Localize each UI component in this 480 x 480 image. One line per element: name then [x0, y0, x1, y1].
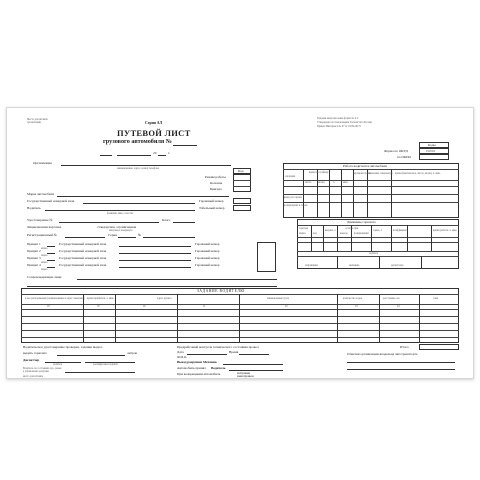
driver-health-label: Водитель по состоянию здо- ровья к управлению допущен	[23, 367, 62, 373]
car-brand-label: Марка автомобиля	[27, 192, 54, 196]
driver-label: Водитель	[27, 206, 41, 210]
remainder-header: остаток при	[345, 227, 359, 230]
operation-header: операция	[285, 175, 296, 178]
form-note-3: Приказ Минтранса № 67 от 18.09.2017г.	[317, 125, 362, 128]
return-row-label: возвращение в гараж	[284, 204, 308, 207]
task-col-number: 18	[47, 305, 50, 308]
total-label: Итого	[400, 345, 409, 349]
form-note-2: Утверждена постановлением Госкомстата России	[317, 121, 372, 124]
time-label: Время	[229, 350, 239, 354]
issued-header: выдано, л	[325, 229, 336, 232]
class-label: Класс	[162, 218, 171, 222]
work-table-title: Работа водителя и автомобиля	[343, 164, 387, 168]
date-label: Дата	[177, 350, 184, 354]
trailer-label: Прицеп 2	[27, 249, 41, 253]
zero-run-header: нулевой пробег	[354, 172, 372, 175]
actual-time-header: время фактическое, число, месяц, ч. мин.	[395, 172, 441, 175]
task-col-number: 24	[397, 305, 400, 308]
trailer-marka-hint: марка	[41, 253, 48, 257]
okpo-label: по ОКПО	[397, 155, 411, 159]
marks-label: Отметки организации-владельца автотранспорта	[347, 352, 418, 356]
fuel-brand-header: марка	[299, 232, 306, 235]
series-label: Серия АЛ	[145, 121, 163, 125]
dispatcher-decryption-hint: расшифровка подписи	[93, 363, 118, 366]
minutes-header: мин.	[343, 181, 349, 184]
license-card-label: Лицензионная карточка	[27, 225, 62, 229]
fuel-issue-label: выдать горючего	[23, 351, 48, 355]
cargo-header: наименование груза	[267, 297, 290, 300]
trailer-garage-label: Гаражный номер	[195, 242, 220, 246]
license-card-value: стандартная, ограниченная	[97, 225, 137, 229]
return-header: возвращении	[354, 232, 369, 235]
coefficient-header: коэффициент	[393, 229, 408, 232]
task-col-number: 22	[285, 305, 288, 308]
trailer-garage-label: Гаражный номер	[195, 263, 220, 267]
special-time-header: время работы, ч. мин.	[433, 229, 458, 232]
series-short-label: Серия	[108, 233, 117, 237]
fuel-liters-label: литров	[127, 351, 138, 355]
brigade-label: Бригада	[210, 187, 222, 191]
day-header: число	[305, 181, 312, 184]
car-accepted-label: Автомобиль принял	[177, 366, 206, 370]
waybill-sheet	[6, 107, 474, 379]
dispatcher-label: диспетчера	[391, 264, 404, 267]
speedometer-header: показание спидометра	[368, 172, 393, 175]
trailer-gos-label: Государственный номерной знак	[59, 256, 107, 260]
dispatcher-sign-label: Диспетчер	[23, 358, 40, 362]
trailer-line	[47, 267, 55, 268]
task-col-number: 23	[355, 305, 358, 308]
trips-header: количество ездок	[343, 297, 363, 300]
customer-header: в чье распоряжение (наименование и адрес заказчика)	[25, 297, 85, 300]
stamp-place-label: Место для штампа организации	[27, 118, 48, 125]
page-title: ПУТЕВОЙ ЛИСТ	[117, 128, 191, 138]
mechanic-sign-label: Механик	[203, 360, 217, 364]
hours-header: ч.	[333, 181, 335, 184]
accompanying-label: Сопровождающие лица:	[27, 275, 63, 279]
trailer-garage-label: Гаражный номер	[195, 256, 220, 260]
schedule-header: время по графику	[309, 171, 329, 174]
trailer-garage-label: Гаражный номер	[195, 249, 220, 253]
task-table-title: ЗАДАНИЕ ВОДИТЕЛЮ	[197, 289, 245, 293]
license-check-label: Водительское удостоверение проверил, задание выдал,	[23, 345, 103, 349]
pre-trip-label: Предрейсовый контроль технического состояния провел	[177, 345, 259, 349]
refueller-label: заправщика	[305, 264, 318, 267]
driver-hint: фамилия, имя, отчество	[107, 212, 134, 215]
condition2-label: неисправен	[237, 374, 254, 378]
trailer-line	[47, 246, 55, 247]
dispatcher-signature-hint: подпись	[53, 363, 63, 366]
fuel-code-header: код	[313, 232, 317, 235]
task-col-number: 19	[97, 305, 100, 308]
fio-label: Ф.И.О.	[177, 355, 188, 359]
trailer-label: Прицеп 4	[27, 263, 41, 267]
mechanic-label: механика	[349, 264, 360, 267]
trailer-marka-hint: марка	[41, 260, 48, 264]
year-prefix: 20	[153, 151, 157, 155]
trailer-gos-label: Государственный номерной знак	[59, 242, 107, 246]
out-header: выезде	[340, 232, 348, 235]
trailer-gos-label: Государственный номерной знак	[59, 249, 107, 253]
trailer-gos-line	[119, 253, 191, 254]
tab-number-label: Табельный номер	[199, 206, 225, 210]
month-header: месяц	[318, 181, 325, 184]
tons-header: тонн	[433, 297, 439, 300]
work-mode-label: Режим работы	[205, 175, 226, 179]
fuel-header: горючее	[299, 227, 309, 230]
fuel-table-title: Движение горючего	[347, 220, 376, 224]
column-label: Колонна	[210, 181, 223, 185]
stamp-place-bottom: место для штампа	[23, 375, 44, 378]
trailer-label: Прицеп 3	[27, 256, 41, 260]
organization-label: Организация	[33, 161, 52, 165]
okud-label: Форма по ОКУД	[384, 149, 408, 153]
address-header: адрес пункта	[157, 297, 172, 300]
garage-number-label: Гаражный номер	[199, 199, 224, 203]
year-g: г.	[168, 151, 170, 155]
trailer-label: Прицеп 1	[27, 242, 41, 246]
exit-row-label: выезд из гаража	[284, 196, 302, 199]
trailer-line	[47, 253, 55, 254]
state-number-label: Государственный номерной знак	[27, 199, 75, 203]
condition-label: исправен	[237, 371, 251, 375]
task-col-number: 21	[203, 305, 206, 308]
form-note-1: Типовая межотраслевая форма № 4-С	[317, 117, 359, 120]
trailer-gos-line	[119, 246, 191, 247]
reg-number-label: Регистрационный №	[27, 233, 57, 237]
trailer-gos-line	[119, 260, 191, 261]
driver-sign-label: Водитель	[211, 366, 226, 370]
trailer-gos-label: Государственный номерной знак	[59, 263, 107, 267]
distance-header: расстояние, км	[383, 297, 400, 300]
signatures-title: подпись	[369, 252, 379, 255]
license-card-hint: ненужное зачеркнуть	[109, 229, 133, 232]
number-sign: №	[138, 233, 142, 237]
trailer-marka-hint: марка	[41, 246, 48, 250]
trailer-line	[47, 260, 55, 261]
task-col-number: 20	[143, 305, 146, 308]
page-subtitle: грузового автомобиля №	[103, 138, 173, 145]
upon-return-label: При возвращении автомобиль	[177, 372, 221, 376]
exit-allowed-label: Выезд разрешен	[177, 360, 202, 364]
okud-value: 0345004	[426, 149, 436, 153]
code-header: Код	[238, 169, 244, 173]
trailer-gos-line	[119, 267, 191, 268]
handed-header: сдано, л	[373, 229, 382, 232]
codes-label: Коды	[428, 143, 436, 147]
trailer-marka-hint: марка	[41, 267, 48, 271]
arrival-header: время прибытия, ч. мин.	[87, 297, 114, 300]
organization-hint: наименование, адрес, номер телефона	[117, 167, 160, 170]
license-label: Удостоверение №	[27, 218, 53, 222]
